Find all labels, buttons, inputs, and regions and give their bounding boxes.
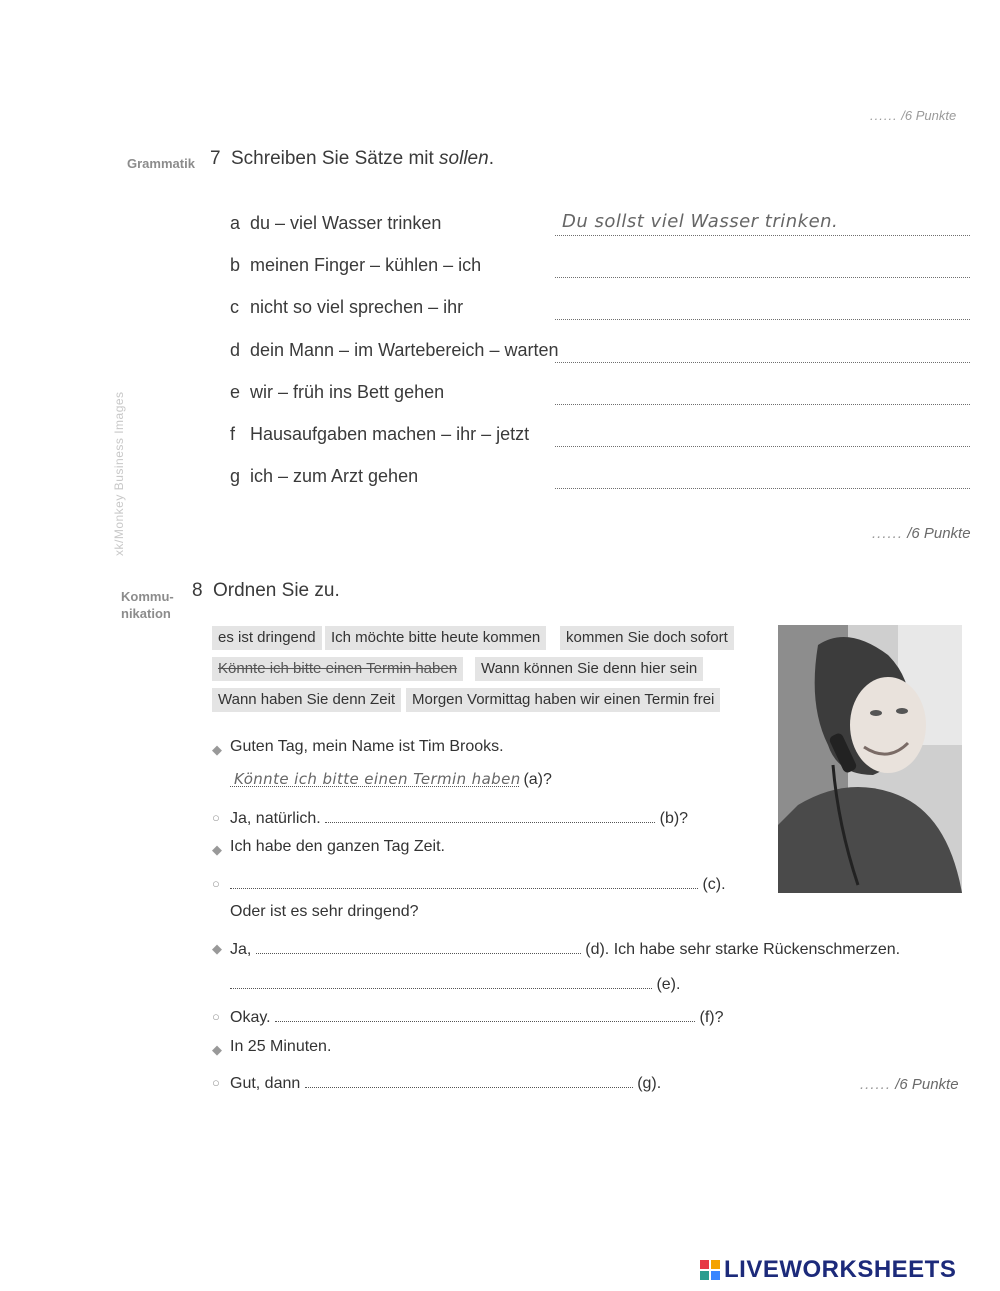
dialogue-line-e bbox=[230, 972, 680, 994]
item-prompt: wir – früh ins Bett gehen bbox=[250, 382, 445, 402]
photo-credit: xk/Monkey Business Images bbox=[112, 391, 126, 556]
grammar-item-f bbox=[230, 422, 975, 452]
item-letter: f bbox=[230, 424, 236, 444]
dialogue-line-6: In 25 Minuten. bbox=[230, 1038, 332, 1055]
dialogue-line-b bbox=[230, 806, 688, 828]
phrase-chip[interactable]: es ist dringend bbox=[212, 626, 322, 650]
answer-line bbox=[555, 235, 970, 236]
item-prompt: meinen Finger – kühlen – ich bbox=[250, 255, 482, 275]
phrase-chip[interactable]: Wann können Sie denn hier sein bbox=[475, 657, 703, 681]
blank-tag-g: (g). bbox=[637, 1075, 662, 1092]
section-label-grammatik: Grammatik bbox=[127, 156, 195, 171]
grammar-item-g bbox=[230, 464, 975, 494]
dialogue-line-4b: Oder ist es sehr dringend? bbox=[230, 903, 419, 920]
item-prompt: du – viel Wasser trinken bbox=[250, 213, 442, 233]
item-prompt: dein Mann – im Wartebereich – warten bbox=[250, 340, 559, 360]
speaker-b-bullet: ○ bbox=[212, 810, 220, 825]
phrase-chip-used[interactable]: Könnte ich bitte einen Termin haben bbox=[212, 657, 463, 681]
task-8-number: 8 bbox=[192, 580, 203, 601]
answer-field-g[interactable] bbox=[305, 1071, 633, 1088]
answer-field-e[interactable] bbox=[230, 972, 652, 989]
phrase-chip[interactable]: Ich möchte bitte heute kommen bbox=[325, 626, 546, 650]
item-letter: g bbox=[230, 466, 241, 486]
blank-tag-c: (c). bbox=[702, 876, 726, 893]
top-points-label: ...... /6 Punkte bbox=[870, 108, 957, 123]
blank-tag-d: (d). Ich habe sehr starke Rückenschmerzen. bbox=[585, 941, 901, 958]
dialogue-text: Ja, natürlich. bbox=[230, 810, 321, 827]
dialogue-line-c bbox=[230, 872, 726, 894]
item-prompt: ich – zum Arzt gehen bbox=[250, 466, 419, 486]
speaker-b-bullet: ○ bbox=[212, 1009, 220, 1024]
section-label-line-1: Kommu- bbox=[121, 589, 174, 604]
item-prompt: nicht so viel sprechen – ihr bbox=[250, 297, 464, 317]
item-letter: c bbox=[230, 297, 239, 317]
task-7-number: 7 bbox=[210, 148, 221, 169]
grammar-item-e bbox=[230, 380, 975, 410]
grammar-item-c bbox=[230, 295, 975, 325]
dialogue-text: Gut, dann bbox=[230, 1075, 301, 1092]
answer-field-a[interactable]: Könnte ich bitte einen Termin haben bbox=[230, 770, 519, 787]
dialogue-line-d bbox=[230, 937, 900, 959]
logo-mark-icon bbox=[700, 1260, 720, 1280]
dialogue-line-a bbox=[230, 770, 552, 789]
item-prompt: Hausaufgaben machen – ihr – jetzt bbox=[250, 424, 530, 444]
section-label-line-2: nikation bbox=[121, 606, 171, 621]
task-8-title: Ordnen Sie zu. bbox=[213, 580, 340, 601]
dialogue-text: Ja, bbox=[230, 941, 252, 958]
speaker-b-bullet: ○ bbox=[212, 876, 220, 891]
answer-field-a[interactable]: Du sollst viel Wasser trinken. bbox=[562, 211, 839, 232]
blank-tag-b: (b)? bbox=[659, 810, 689, 827]
speaker-a-bullet: ◆ bbox=[212, 842, 222, 857]
phrase-chip[interactable]: Wann haben Sie denn Zeit bbox=[212, 688, 401, 712]
blank-tag-a: (a)? bbox=[523, 771, 552, 788]
blank-tag-f: (f)? bbox=[699, 1009, 724, 1026]
answer-field-b[interactable] bbox=[325, 806, 655, 823]
answer-field-c[interactable] bbox=[230, 872, 698, 889]
item-letter: d bbox=[230, 340, 241, 360]
dialogue-text: Okay. bbox=[230, 1009, 271, 1026]
speaker-a-bullet: ◆ bbox=[212, 1042, 222, 1057]
dialogue-line-3: Ich habe den ganzen Tag Zeit. bbox=[230, 838, 445, 855]
item-letter: a bbox=[230, 213, 241, 233]
speaker-a-bullet: ◆ bbox=[212, 941, 222, 956]
dialogue-line-f bbox=[230, 1005, 724, 1027]
dialogue-line-g bbox=[230, 1071, 661, 1093]
item-letter: b bbox=[230, 255, 241, 275]
speaker-a-bullet: ◆ bbox=[212, 742, 222, 757]
answer-line bbox=[555, 319, 970, 320]
grammar-item-b bbox=[230, 253, 975, 283]
phrase-chip[interactable]: kommen Sie doch sofort bbox=[560, 626, 734, 650]
grammar-item-a bbox=[230, 211, 975, 241]
task-7-points: ...... /6 Punkte bbox=[872, 525, 971, 542]
section-label-kommunikation bbox=[121, 588, 174, 622]
answer-line bbox=[555, 404, 970, 405]
photo-illustration bbox=[778, 625, 962, 893]
speaker-b-bullet: ○ bbox=[212, 1075, 220, 1090]
grammar-item-d bbox=[230, 338, 975, 368]
answer-line bbox=[555, 446, 970, 447]
phrase-chip[interactable]: Morgen Vormittag haben wir einen Termin frei bbox=[406, 688, 720, 712]
answer-field-d[interactable] bbox=[256, 937, 581, 954]
task-7-title: Schreiben Sie Sätze mit sollen. bbox=[231, 148, 494, 169]
blank-tag-e: (e). bbox=[656, 976, 681, 993]
answer-line bbox=[555, 488, 970, 489]
answer-field-f[interactable] bbox=[275, 1005, 695, 1022]
answer-line bbox=[555, 362, 970, 363]
answer-line bbox=[555, 277, 970, 278]
woman-on-phone-photo bbox=[778, 625, 962, 893]
task-8-points: ...... /6 Punkte bbox=[860, 1076, 959, 1093]
logo-text: LIVEWORKSHEETS bbox=[724, 1256, 957, 1283]
dialogue-line-1: Guten Tag, mein Name ist Tim Brooks. bbox=[230, 738, 504, 755]
item-letter: e bbox=[230, 382, 241, 402]
